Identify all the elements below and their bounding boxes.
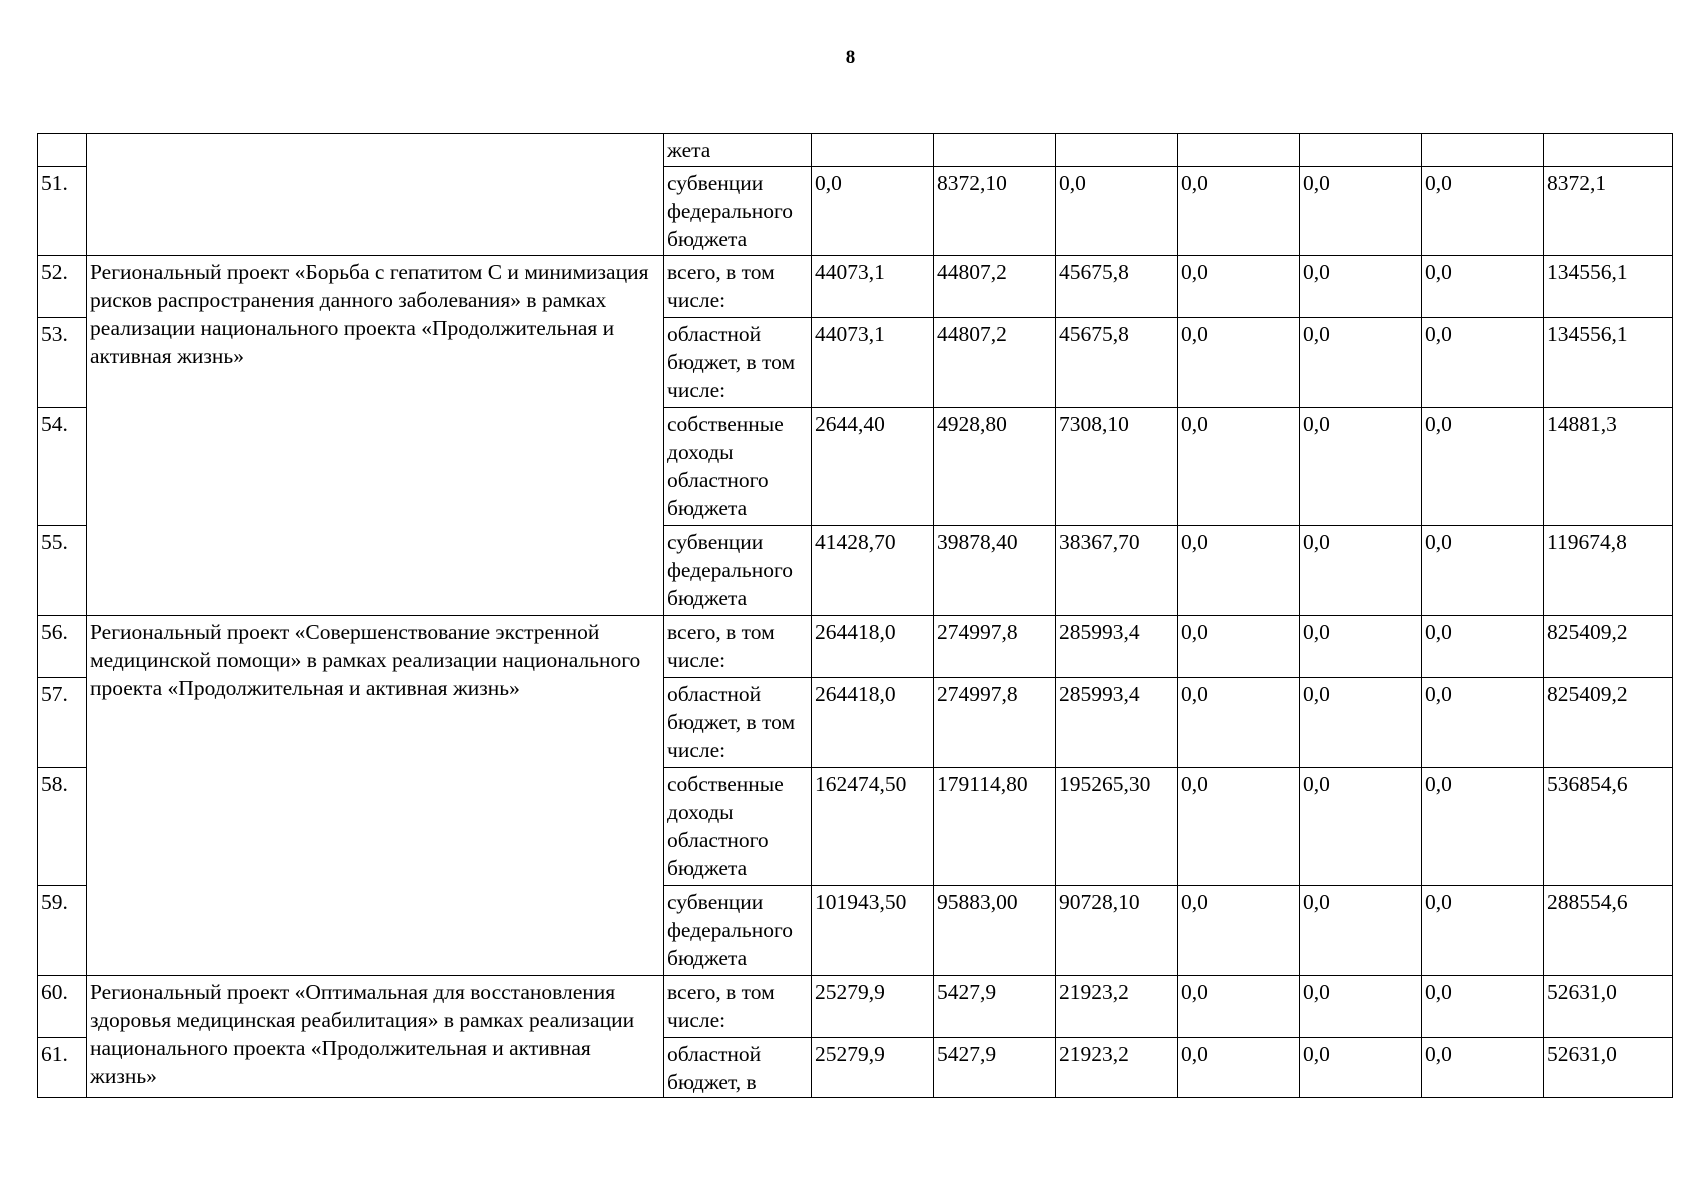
year-value-cell: 0,0 xyxy=(1422,256,1544,318)
funding-source-cell: областной бюджет, в том числе: xyxy=(664,318,812,408)
year-value-cell: 101943,50 xyxy=(812,886,934,976)
project-name-cell: Региональный проект «Оптимальная для восстановления здоровья медицинская реабилитация» в рамках реализации национального проекта «Продолжительная и активная жизнь» xyxy=(87,976,664,1098)
total-value-cell: 134556,1 xyxy=(1544,256,1673,318)
year-value-cell: 0,0 xyxy=(1300,678,1422,768)
year-value-cell: 0,0 xyxy=(1178,1038,1300,1098)
year-value-cell: 264418,0 xyxy=(812,678,934,768)
year-value-cell xyxy=(1300,134,1422,167)
year-value-cell: 0,0 xyxy=(1178,256,1300,318)
year-value-cell: 0,0 xyxy=(1422,886,1544,976)
funding-source-cell: областной бюджет, в том числе: xyxy=(664,678,812,768)
year-value-cell: 44073,1 xyxy=(812,256,934,318)
row-number-cell: 57. xyxy=(38,678,87,768)
year-value-cell: 95883,00 xyxy=(934,886,1056,976)
year-value-cell: 44073,1 xyxy=(812,318,934,408)
funding-source-cell: субвенции федерального бюджета xyxy=(664,886,812,976)
year-value-cell: 7308,10 xyxy=(1056,408,1178,526)
page-number: 8 xyxy=(845,47,856,68)
year-value-cell xyxy=(1422,134,1544,167)
funding-source-cell: субвенции федерального бюджета xyxy=(664,526,812,616)
total-value-cell: 119674,8 xyxy=(1544,526,1673,616)
year-value-cell: 0,0 xyxy=(1300,1038,1422,1098)
table-row xyxy=(38,134,1673,167)
year-value-cell: 0,0 xyxy=(1422,526,1544,616)
year-value-cell: 44807,2 xyxy=(934,318,1056,408)
table-row xyxy=(38,616,1673,678)
row-number-cell: 53. xyxy=(38,318,87,408)
total-value-cell: 14881,3 xyxy=(1544,408,1673,526)
year-value-cell: 21923,2 xyxy=(1056,1038,1178,1098)
year-value-cell: 44807,2 xyxy=(934,256,1056,318)
year-value-cell: 274997,8 xyxy=(934,678,1056,768)
funding-source-cell: собственные доходы областного бюджета xyxy=(664,768,812,886)
project-name-cell xyxy=(87,134,664,256)
year-value-cell: 0,0 xyxy=(1422,768,1544,886)
year-value-cell: 0,0 xyxy=(1300,526,1422,616)
year-value-cell: 5427,9 xyxy=(934,1038,1056,1098)
total-value-cell: 288554,6 xyxy=(1544,886,1673,976)
year-value-cell: 21923,2 xyxy=(1056,976,1178,1038)
table-row xyxy=(38,256,1673,318)
total-value-cell: 52631,0 xyxy=(1544,976,1673,1038)
year-value-cell: 0,0 xyxy=(1300,256,1422,318)
row-number-cell: 52. xyxy=(38,256,87,318)
year-value-cell: 8372,10 xyxy=(934,167,1056,256)
row-number-cell: 54. xyxy=(38,408,87,526)
year-value-cell: 5427,9 xyxy=(934,976,1056,1038)
year-value-cell: 25279,9 xyxy=(812,976,934,1038)
row-number-cell: 60. xyxy=(38,976,87,1038)
row-number-cell: 56. xyxy=(38,616,87,678)
year-value-cell xyxy=(934,134,1056,167)
year-value-cell: 0,0 xyxy=(1178,976,1300,1038)
budget-table xyxy=(37,133,1673,1098)
total-value-cell xyxy=(1544,134,1673,167)
year-value-cell: 0,0 xyxy=(1422,318,1544,408)
year-value-cell: 274997,8 xyxy=(934,616,1056,678)
year-value-cell: 285993,4 xyxy=(1056,616,1178,678)
funding-source-cell: субвенции федерального бюджета xyxy=(664,167,812,256)
year-value-cell: 0,0 xyxy=(1422,1038,1544,1098)
year-value-cell: 2644,40 xyxy=(812,408,934,526)
year-value-cell: 179114,80 xyxy=(934,768,1056,886)
year-value-cell: 0,0 xyxy=(1178,167,1300,256)
year-value-cell: 0,0 xyxy=(1178,318,1300,408)
row-number-cell: 59. xyxy=(38,886,87,976)
funding-source-cell: собственные доходы областного бюджета xyxy=(664,408,812,526)
project-name-cell: Региональный проект «Борьба с гепатитом С и минимизация рисков распространения данного заболевания» в рамках реализации национального проекта «Продолжительная и активная жизнь» xyxy=(87,256,664,616)
year-value-cell: 0,0 xyxy=(1178,678,1300,768)
year-value-cell: 0,0 xyxy=(1178,408,1300,526)
year-value-cell: 0,0 xyxy=(1300,616,1422,678)
year-value-cell: 41428,70 xyxy=(812,526,934,616)
year-value-cell xyxy=(1056,134,1178,167)
row-number-cell: 51. xyxy=(38,167,87,256)
year-value-cell: 0,0 xyxy=(1422,616,1544,678)
total-value-cell: 52631,0 xyxy=(1544,1038,1673,1098)
year-value-cell: 25279,9 xyxy=(812,1038,934,1098)
year-value-cell: 0,0 xyxy=(1300,318,1422,408)
row-number-cell: 55. xyxy=(38,526,87,616)
year-value-cell: 0,0 xyxy=(1422,408,1544,526)
total-value-cell: 134556,1 xyxy=(1544,318,1673,408)
total-value-cell: 825409,2 xyxy=(1544,678,1673,768)
total-value-cell: 536854,6 xyxy=(1544,768,1673,886)
year-value-cell: 45675,8 xyxy=(1056,318,1178,408)
year-value-cell: 0,0 xyxy=(1300,976,1422,1038)
year-value-cell: 0,0 xyxy=(1300,886,1422,976)
table-row xyxy=(38,976,1673,1038)
year-value-cell xyxy=(812,134,934,167)
year-value-cell: 4928,80 xyxy=(934,408,1056,526)
year-value-cell: 0,0 xyxy=(1300,408,1422,526)
year-value-cell: 0,0 xyxy=(1422,678,1544,768)
year-value-cell: 0,0 xyxy=(1178,616,1300,678)
year-value-cell: 285993,4 xyxy=(1056,678,1178,768)
year-value-cell: 0,0 xyxy=(1056,167,1178,256)
year-value-cell: 0,0 xyxy=(1178,886,1300,976)
year-value-cell: 38367,70 xyxy=(1056,526,1178,616)
year-value-cell: 0,0 xyxy=(1178,526,1300,616)
year-value-cell xyxy=(1178,134,1300,167)
total-value-cell: 8372,1 xyxy=(1544,167,1673,256)
year-value-cell: 90728,10 xyxy=(1056,886,1178,976)
funding-source-cell: жета xyxy=(664,134,812,167)
funding-source-cell: всего, в том числе: xyxy=(664,256,812,318)
year-value-cell: 162474,50 xyxy=(812,768,934,886)
total-value-cell: 825409,2 xyxy=(1544,616,1673,678)
year-value-cell: 0,0 xyxy=(812,167,934,256)
row-number-cell: 61. xyxy=(38,1038,87,1098)
year-value-cell: 0,0 xyxy=(1422,976,1544,1038)
year-value-cell: 39878,40 xyxy=(934,526,1056,616)
year-value-cell: 0,0 xyxy=(1300,167,1422,256)
year-value-cell: 0,0 xyxy=(1178,768,1300,886)
year-value-cell: 264418,0 xyxy=(812,616,934,678)
row-number-cell: 58. xyxy=(38,768,87,886)
year-value-cell: 0,0 xyxy=(1422,167,1544,256)
funding-source-cell: областной бюджет, в xyxy=(664,1038,812,1098)
year-value-cell: 45675,8 xyxy=(1056,256,1178,318)
year-value-cell: 195265,30 xyxy=(1056,768,1178,886)
row-number-cell xyxy=(38,134,87,167)
funding-source-cell: всего, в том числе: xyxy=(664,616,812,678)
project-name-cell: Региональный проект «Совершенствование экстренной медицинской помощи» в рамках реализации национального проекта «Продолжительная и активная жизнь» xyxy=(87,616,664,976)
funding-source-cell: всего, в том числе: xyxy=(664,976,812,1038)
year-value-cell: 0,0 xyxy=(1300,768,1422,886)
